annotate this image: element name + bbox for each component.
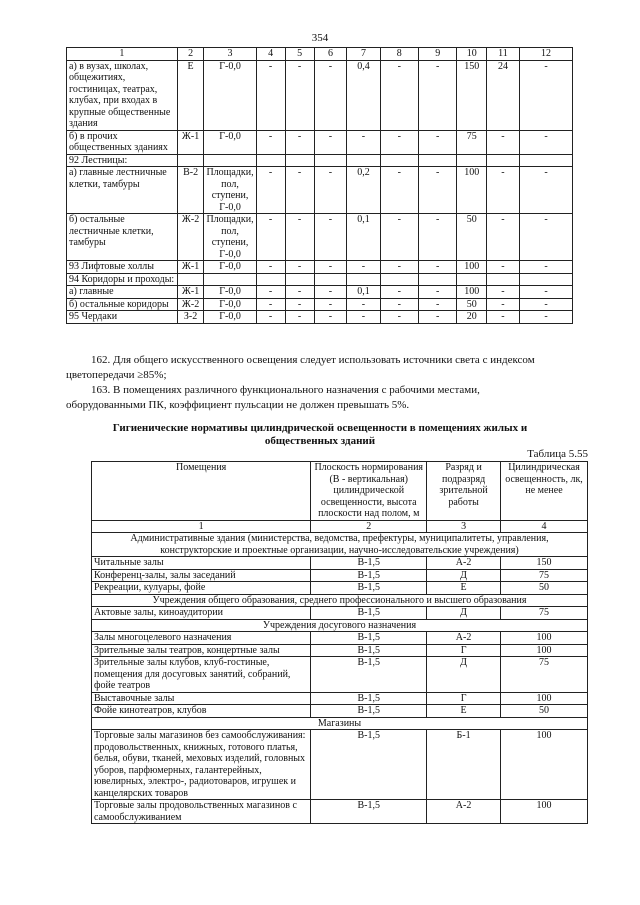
table-row (67, 60, 573, 130)
value-cell: Ж-1 (177, 286, 204, 299)
empty-cell (256, 154, 285, 167)
empty-cell (314, 273, 347, 286)
table-row (92, 730, 588, 800)
value-cell: - (486, 298, 519, 311)
value-cell: - (519, 286, 572, 299)
empty-cell (380, 273, 418, 286)
column-number-cell: 2 (311, 520, 427, 533)
empty-cell (486, 154, 519, 167)
table-row (67, 273, 573, 286)
value-cell: В-1,5 (311, 705, 427, 718)
value-cell: - (519, 298, 572, 311)
table-row (92, 657, 588, 693)
value-cell: В-1,5 (311, 582, 427, 595)
column-number-cell: 1 (67, 48, 178, 61)
value-cell: В-1,5 (311, 607, 427, 620)
room-cell: Зрительные залы театров, концертные залы (92, 644, 311, 657)
value-cell: - (256, 167, 285, 214)
value-cell: - (314, 167, 347, 214)
header-cell: Помещения (92, 462, 311, 521)
room-cell: Актовые залы, киноаудитории (92, 607, 311, 620)
value-cell: 0,2 (347, 167, 380, 214)
page-number: 354 (311, 32, 329, 44)
header-row (92, 462, 588, 521)
value-cell: В-2 (177, 167, 204, 214)
value-cell: Площадки, пол, ступени, Г-0,0 (204, 214, 256, 261)
table-row (67, 154, 573, 167)
value-cell: - (380, 167, 418, 214)
value-cell: 50 (501, 705, 588, 718)
empty-cell (418, 154, 456, 167)
group-label-cell: 92 Лестницы: (67, 154, 178, 167)
section-cell: Учреждения досугового назначения (92, 619, 588, 632)
column-number-row (92, 520, 588, 533)
table-row (67, 286, 573, 299)
empty-cell (380, 154, 418, 167)
section-row (92, 533, 588, 557)
value-cell: - (418, 167, 456, 214)
table-row (92, 557, 588, 570)
column-number-cell: 4 (256, 48, 285, 61)
room-cell: Торговые залы продовольственных магазинов с самообслуживанием (92, 800, 311, 824)
value-cell: 75 (501, 569, 588, 582)
value-cell: - (380, 60, 418, 130)
table-row (92, 607, 588, 620)
value-cell: - (380, 214, 418, 261)
header-cell: Разряд и подразряд зрительной работы (427, 462, 501, 521)
column-number-cell: 7 (347, 48, 380, 61)
value-cell: - (380, 261, 418, 274)
room-cell: Зрительные залы клубов, клуб-гостиные, помещения для досуговых занятий, собраний, фойе театров (92, 657, 311, 693)
value-cell: Г (427, 644, 501, 657)
value-cell: - (486, 167, 519, 214)
value-cell: - (347, 130, 380, 154)
value-cell: - (418, 60, 456, 130)
value-cell: - (347, 261, 380, 274)
value-cell: 50 (501, 582, 588, 595)
column-number-cell: 6 (314, 48, 347, 61)
room-cell: а) главные (67, 286, 178, 299)
value-cell: - (418, 130, 456, 154)
empty-cell (486, 273, 519, 286)
column-number-cell: 10 (457, 48, 486, 61)
value-cell: 150 (501, 557, 588, 570)
value-cell: - (519, 130, 572, 154)
value-cell: - (380, 298, 418, 311)
value-cell: 100 (501, 644, 588, 657)
table-row (67, 130, 573, 154)
value-cell: Г-0,0 (204, 261, 256, 274)
empty-cell (204, 154, 256, 167)
value-cell: - (285, 60, 314, 130)
value-cell: - (380, 311, 418, 324)
value-cell: Г-0,0 (204, 311, 256, 324)
table-row (67, 261, 573, 274)
value-cell: - (486, 286, 519, 299)
value-cell: - (314, 130, 347, 154)
column-number-cell: 5 (285, 48, 314, 61)
room-cell: 95 Чердаки (67, 311, 178, 324)
value-cell: Площадки, пол, ступени, Г-0,0 (204, 167, 256, 214)
value-cell: - (256, 298, 285, 311)
value-cell: - (380, 130, 418, 154)
header-cell: Цилиндрическая освещенность, лк, не менее (501, 462, 588, 521)
value-cell: - (285, 286, 314, 299)
value-cell: - (519, 167, 572, 214)
value-cell: А-2 (427, 800, 501, 824)
value-cell: А-2 (427, 557, 501, 570)
value-cell: - (256, 286, 285, 299)
column-number-cell: 11 (486, 48, 519, 61)
value-cell: - (256, 311, 285, 324)
value-cell: - (519, 214, 572, 261)
value-cell: В-1,5 (311, 730, 427, 800)
group-label-cell: 94 Коридоры и проходы: (67, 273, 178, 286)
value-cell: А-2 (427, 632, 501, 645)
empty-cell (285, 273, 314, 286)
value-cell: В-1,5 (311, 692, 427, 705)
empty-cell (285, 154, 314, 167)
value-cell: 75 (457, 130, 486, 154)
value-cell: - (519, 311, 572, 324)
value-cell: - (256, 214, 285, 261)
value-cell: - (519, 60, 572, 130)
value-cell: 100 (457, 167, 486, 214)
value-cell: - (285, 261, 314, 274)
value-cell: 100 (501, 632, 588, 645)
value-cell: Г-0,0 (204, 298, 256, 311)
value-cell: - (314, 261, 347, 274)
value-cell: Г-0,0 (204, 60, 256, 130)
paragraph-163-cont: оборудованными ПК, коэффициент пульсации не должен превышать 5%. (66, 399, 410, 411)
column-number-cell: 8 (380, 48, 418, 61)
value-cell: 24 (486, 60, 519, 130)
room-cell: Читальные залы (92, 557, 311, 570)
lighting-norms-table-continued (66, 47, 573, 324)
table-row (67, 298, 573, 311)
table-row (92, 569, 588, 582)
value-cell: В-1,5 (311, 800, 427, 824)
value-cell: - (418, 311, 456, 324)
value-cell: В-1,5 (311, 632, 427, 645)
section-row (92, 619, 588, 632)
empty-cell (457, 273, 486, 286)
table-row (92, 705, 588, 718)
value-cell: - (314, 60, 347, 130)
paragraph-162-cont: цветопередачи ≥85%; (66, 369, 167, 381)
room-cell: б) в прочих общественных зданиях (67, 130, 178, 154)
section-cell: Магазины (92, 717, 588, 730)
value-cell: 50 (457, 298, 486, 311)
value-cell: - (285, 298, 314, 311)
value-cell: Г-0,0 (204, 130, 256, 154)
value-cell: Г (427, 692, 501, 705)
value-cell: - (347, 298, 380, 311)
value-cell: Ж-1 (177, 130, 204, 154)
value-cell: - (285, 167, 314, 214)
value-cell: Д (427, 657, 501, 693)
empty-cell (519, 154, 572, 167)
header-cell: Плоскость нормирования (В - вертикальная) цилиндрической освещенности, высота плоскости над полом, м (311, 462, 427, 521)
empty-cell (519, 273, 572, 286)
value-cell: 150 (457, 60, 486, 130)
value-cell: 0,4 (347, 60, 380, 130)
room-cell: 93 Лифтовые холлы (67, 261, 178, 274)
value-cell: - (418, 261, 456, 274)
value-cell: - (347, 311, 380, 324)
table-row (67, 214, 573, 261)
column-number-cell: 4 (501, 520, 588, 533)
paragraph-162: 162. Для общего искусственного освещения следует использовать источники света с индексом (91, 354, 535, 366)
value-cell: 100 (457, 261, 486, 274)
value-cell: - (256, 261, 285, 274)
value-cell: 100 (501, 692, 588, 705)
value-cell: Г-0,0 (204, 286, 256, 299)
room-cell: Рекреации, кулуары, фойе (92, 582, 311, 595)
value-cell: - (285, 311, 314, 324)
section-title-line1: Гигиенические нормативы цилиндрической освещенности в помещениях жилых и (112, 422, 528, 434)
value-cell: Б-1 (427, 730, 501, 800)
value-cell: Ж-1 (177, 261, 204, 274)
table-row (92, 692, 588, 705)
empty-cell (347, 273, 380, 286)
section-row (92, 717, 588, 730)
value-cell: - (256, 60, 285, 130)
value-cell: З-2 (177, 311, 204, 324)
value-cell: - (486, 214, 519, 261)
table-row (92, 644, 588, 657)
value-cell: Д (427, 569, 501, 582)
room-cell: Конференц-залы, залы заседаний (92, 569, 311, 582)
value-cell: 50 (457, 214, 486, 261)
value-cell: - (519, 261, 572, 274)
value-cell: - (314, 214, 347, 261)
value-cell: 100 (501, 730, 588, 800)
column-number-cell: 1 (92, 520, 311, 533)
value-cell: - (314, 298, 347, 311)
table-row (67, 167, 573, 214)
value-cell: - (418, 214, 456, 261)
section-title-line2: общественных зданий (264, 435, 376, 447)
value-cell: - (380, 286, 418, 299)
value-cell: - (314, 286, 347, 299)
value-cell: Ж-2 (177, 298, 204, 311)
value-cell: - (285, 130, 314, 154)
value-cell: - (285, 214, 314, 261)
value-cell: - (314, 311, 347, 324)
empty-cell (204, 273, 256, 286)
value-cell: 0,1 (347, 214, 380, 261)
value-cell: - (256, 130, 285, 154)
value-cell: Е (427, 582, 501, 595)
value-cell: 75 (501, 657, 588, 693)
table-row (92, 800, 588, 824)
value-cell: - (486, 261, 519, 274)
column-number-cell: 2 (177, 48, 204, 61)
value-cell: - (418, 298, 456, 311)
room-cell: б) остальные лестничные клетки, тамбуры (67, 214, 178, 261)
value-cell: Е (177, 60, 204, 130)
value-cell: В-1,5 (311, 569, 427, 582)
value-cell: Д (427, 607, 501, 620)
empty-cell (314, 154, 347, 167)
column-number-cell: 3 (427, 520, 501, 533)
empty-cell (177, 273, 204, 286)
empty-cell (347, 154, 380, 167)
column-number-cell: 12 (519, 48, 572, 61)
value-cell: Ж-2 (177, 214, 204, 261)
table-row (92, 632, 588, 645)
empty-cell (418, 273, 456, 286)
value-cell: 0,1 (347, 286, 380, 299)
room-cell: а) в вузах, школах, общежитиях, гостиницах, театрах, клубах, при входах в крупные общественные здания (67, 60, 178, 130)
room-cell: а) главные лестничные клетки, тамбуры (67, 167, 178, 214)
empty-cell (457, 154, 486, 167)
value-cell: 100 (457, 286, 486, 299)
cylindrical-illuminance-table (91, 461, 588, 824)
room-cell: Фойе кинотеатров, клубов (92, 705, 311, 718)
section-title (80, 422, 560, 448)
table-row (67, 311, 573, 324)
section-cell: Учреждения общего образования, среднего профессионального и высшего образования (92, 594, 588, 607)
empty-cell (177, 154, 204, 167)
empty-cell (256, 273, 285, 286)
value-cell: - (486, 130, 519, 154)
value-cell: 100 (501, 800, 588, 824)
room-cell: Торговые залы магазинов без самообслуживания: продовольственных, книжных, готового платья, белья, обуви, тканей, меховых изделий, головных уборов, парфюмерных, галантерейных, ювелирных, электро-, радиотоваров, игрушек и канцелярских товаров (92, 730, 311, 800)
column-number-cell: 3 (204, 48, 256, 61)
paragraph-163: 163. В помещениях различного функционального назначения с рабочими местами, (91, 384, 480, 396)
column-number-cell: 9 (418, 48, 456, 61)
table-number: Таблица 5.55 (527, 448, 588, 460)
value-cell: 20 (457, 311, 486, 324)
value-cell: - (486, 311, 519, 324)
value-cell: В-1,5 (311, 557, 427, 570)
section-cell: Административные здания (министерства, ведомства, префектуры, муниципалитеты, управления, конструкторские и проектные организации, научно-исследовательские учреждения) (92, 533, 588, 557)
room-cell: Залы многоцелевого назначения (92, 632, 311, 645)
value-cell: Е (427, 705, 501, 718)
value-cell: В-1,5 (311, 657, 427, 693)
header-row (67, 48, 573, 61)
room-cell: Выставочные залы (92, 692, 311, 705)
value-cell: - (418, 286, 456, 299)
room-cell: б) остальные коридоры (67, 298, 178, 311)
value-cell: В-1,5 (311, 644, 427, 657)
value-cell: 75 (501, 607, 588, 620)
section-row (92, 594, 588, 607)
table-row (92, 582, 588, 595)
